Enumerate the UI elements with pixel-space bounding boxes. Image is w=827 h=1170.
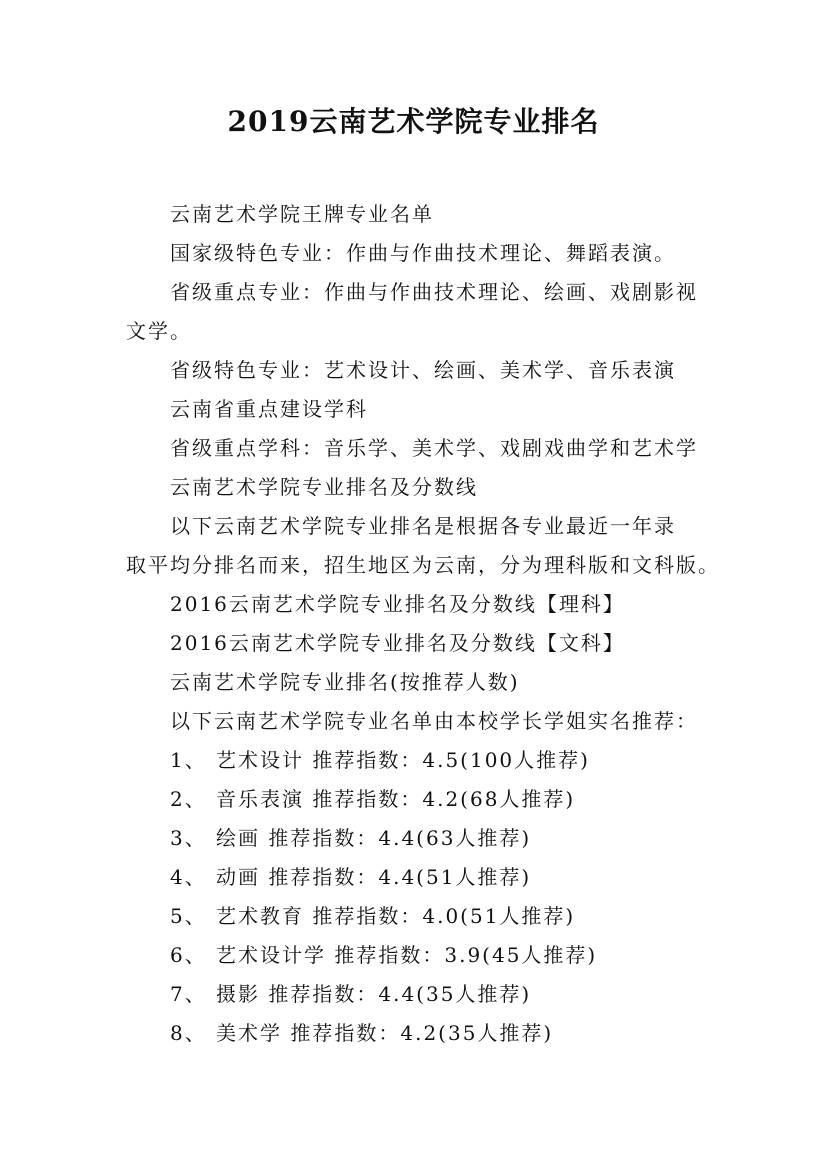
paragraph-provincial-key-majors-cont: 文学。 — [126, 319, 192, 343]
paragraph-ranking-by-recommend: 云南艺术学院专业排名(按推荐人数) — [170, 670, 520, 694]
paragraph-key-disciplines-heading: 云南省重点建设学科 — [170, 397, 368, 421]
paragraph-ranking-intro: 以下云南艺术学院专业排名是根据各专业最近一年录 — [170, 514, 676, 538]
list-item-number: 5、 — [170, 904, 207, 928]
list-item-text: 绘画 推荐指数：4.4(63人推荐) — [216, 826, 532, 850]
paragraph-ace-majors-heading: 云南艺术学院王牌专业名单 — [170, 202, 434, 226]
list-item — [170, 1017, 553, 1046]
list-item — [170, 939, 597, 968]
list-item-text: 艺术教育 推荐指数：4.0(51人推荐) — [216, 904, 576, 928]
list-item-number: 8、 — [170, 1021, 207, 1045]
paragraph-provincial-key-disciplines: 省级重点学科：音乐学、美术学、戏剧戏曲学和艺术学 — [170, 436, 698, 460]
paragraph-2016-arts: 2016云南艺术学院专业排名及分数线【文科】 — [170, 631, 625, 655]
paragraph-ranking-intro-cont: 取平均分排名而来，招生地区为云南，分为理科版和文科版。 — [126, 553, 720, 577]
list-item-text: 音乐表演 推荐指数：4.2(68人推荐) — [216, 787, 576, 811]
list-item — [170, 744, 590, 773]
paragraph-national-featured: 国家级特色专业：作曲与作曲技术理论、舞蹈表演。 — [170, 241, 676, 265]
list-item — [170, 822, 531, 851]
list-item-text: 艺术设计 推荐指数：4.5(100人推荐) — [216, 748, 590, 772]
list-item-text: 动画 推荐指数：4.4(51人推荐) — [216, 865, 532, 889]
list-item — [170, 861, 531, 890]
list-item-number: 7、 — [170, 982, 207, 1006]
list-item-text: 艺术设计学 推荐指数：3.9(45人推荐) — [216, 943, 598, 967]
list-item-number: 2、 — [170, 787, 207, 811]
paragraph-2016-science: 2016云南艺术学院专业排名及分数线【理科】 — [170, 592, 625, 616]
list-item-number: 6、 — [170, 943, 207, 967]
list-item — [170, 978, 531, 1007]
document-title: 2019云南艺术学院专业排名 — [227, 105, 600, 138]
paragraph-provincial-key-majors: 省级重点专业：作曲与作曲技术理论、绘画、戏剧影视 — [170, 280, 698, 304]
list-item — [170, 783, 575, 812]
list-item-text: 美术学 推荐指数：4.2(35人推荐) — [216, 1021, 554, 1045]
list-item-text: 摄影 推荐指数：4.4(35人推荐) — [216, 982, 532, 1006]
paragraph-recommend-intro: 以下云南艺术学院专业名单由本校学长学姐实名推荐： — [170, 709, 698, 733]
list-item-number: 1、 — [170, 748, 207, 772]
list-item-number: 3、 — [170, 826, 207, 850]
paragraph-provincial-featured: 省级特色专业：艺术设计、绘画、美术学、音乐表演 — [170, 358, 676, 382]
list-item-number: 4、 — [170, 865, 207, 889]
list-item — [170, 900, 575, 929]
paragraph-ranking-heading: 云南艺术学院专业排名及分数线 — [170, 475, 478, 499]
